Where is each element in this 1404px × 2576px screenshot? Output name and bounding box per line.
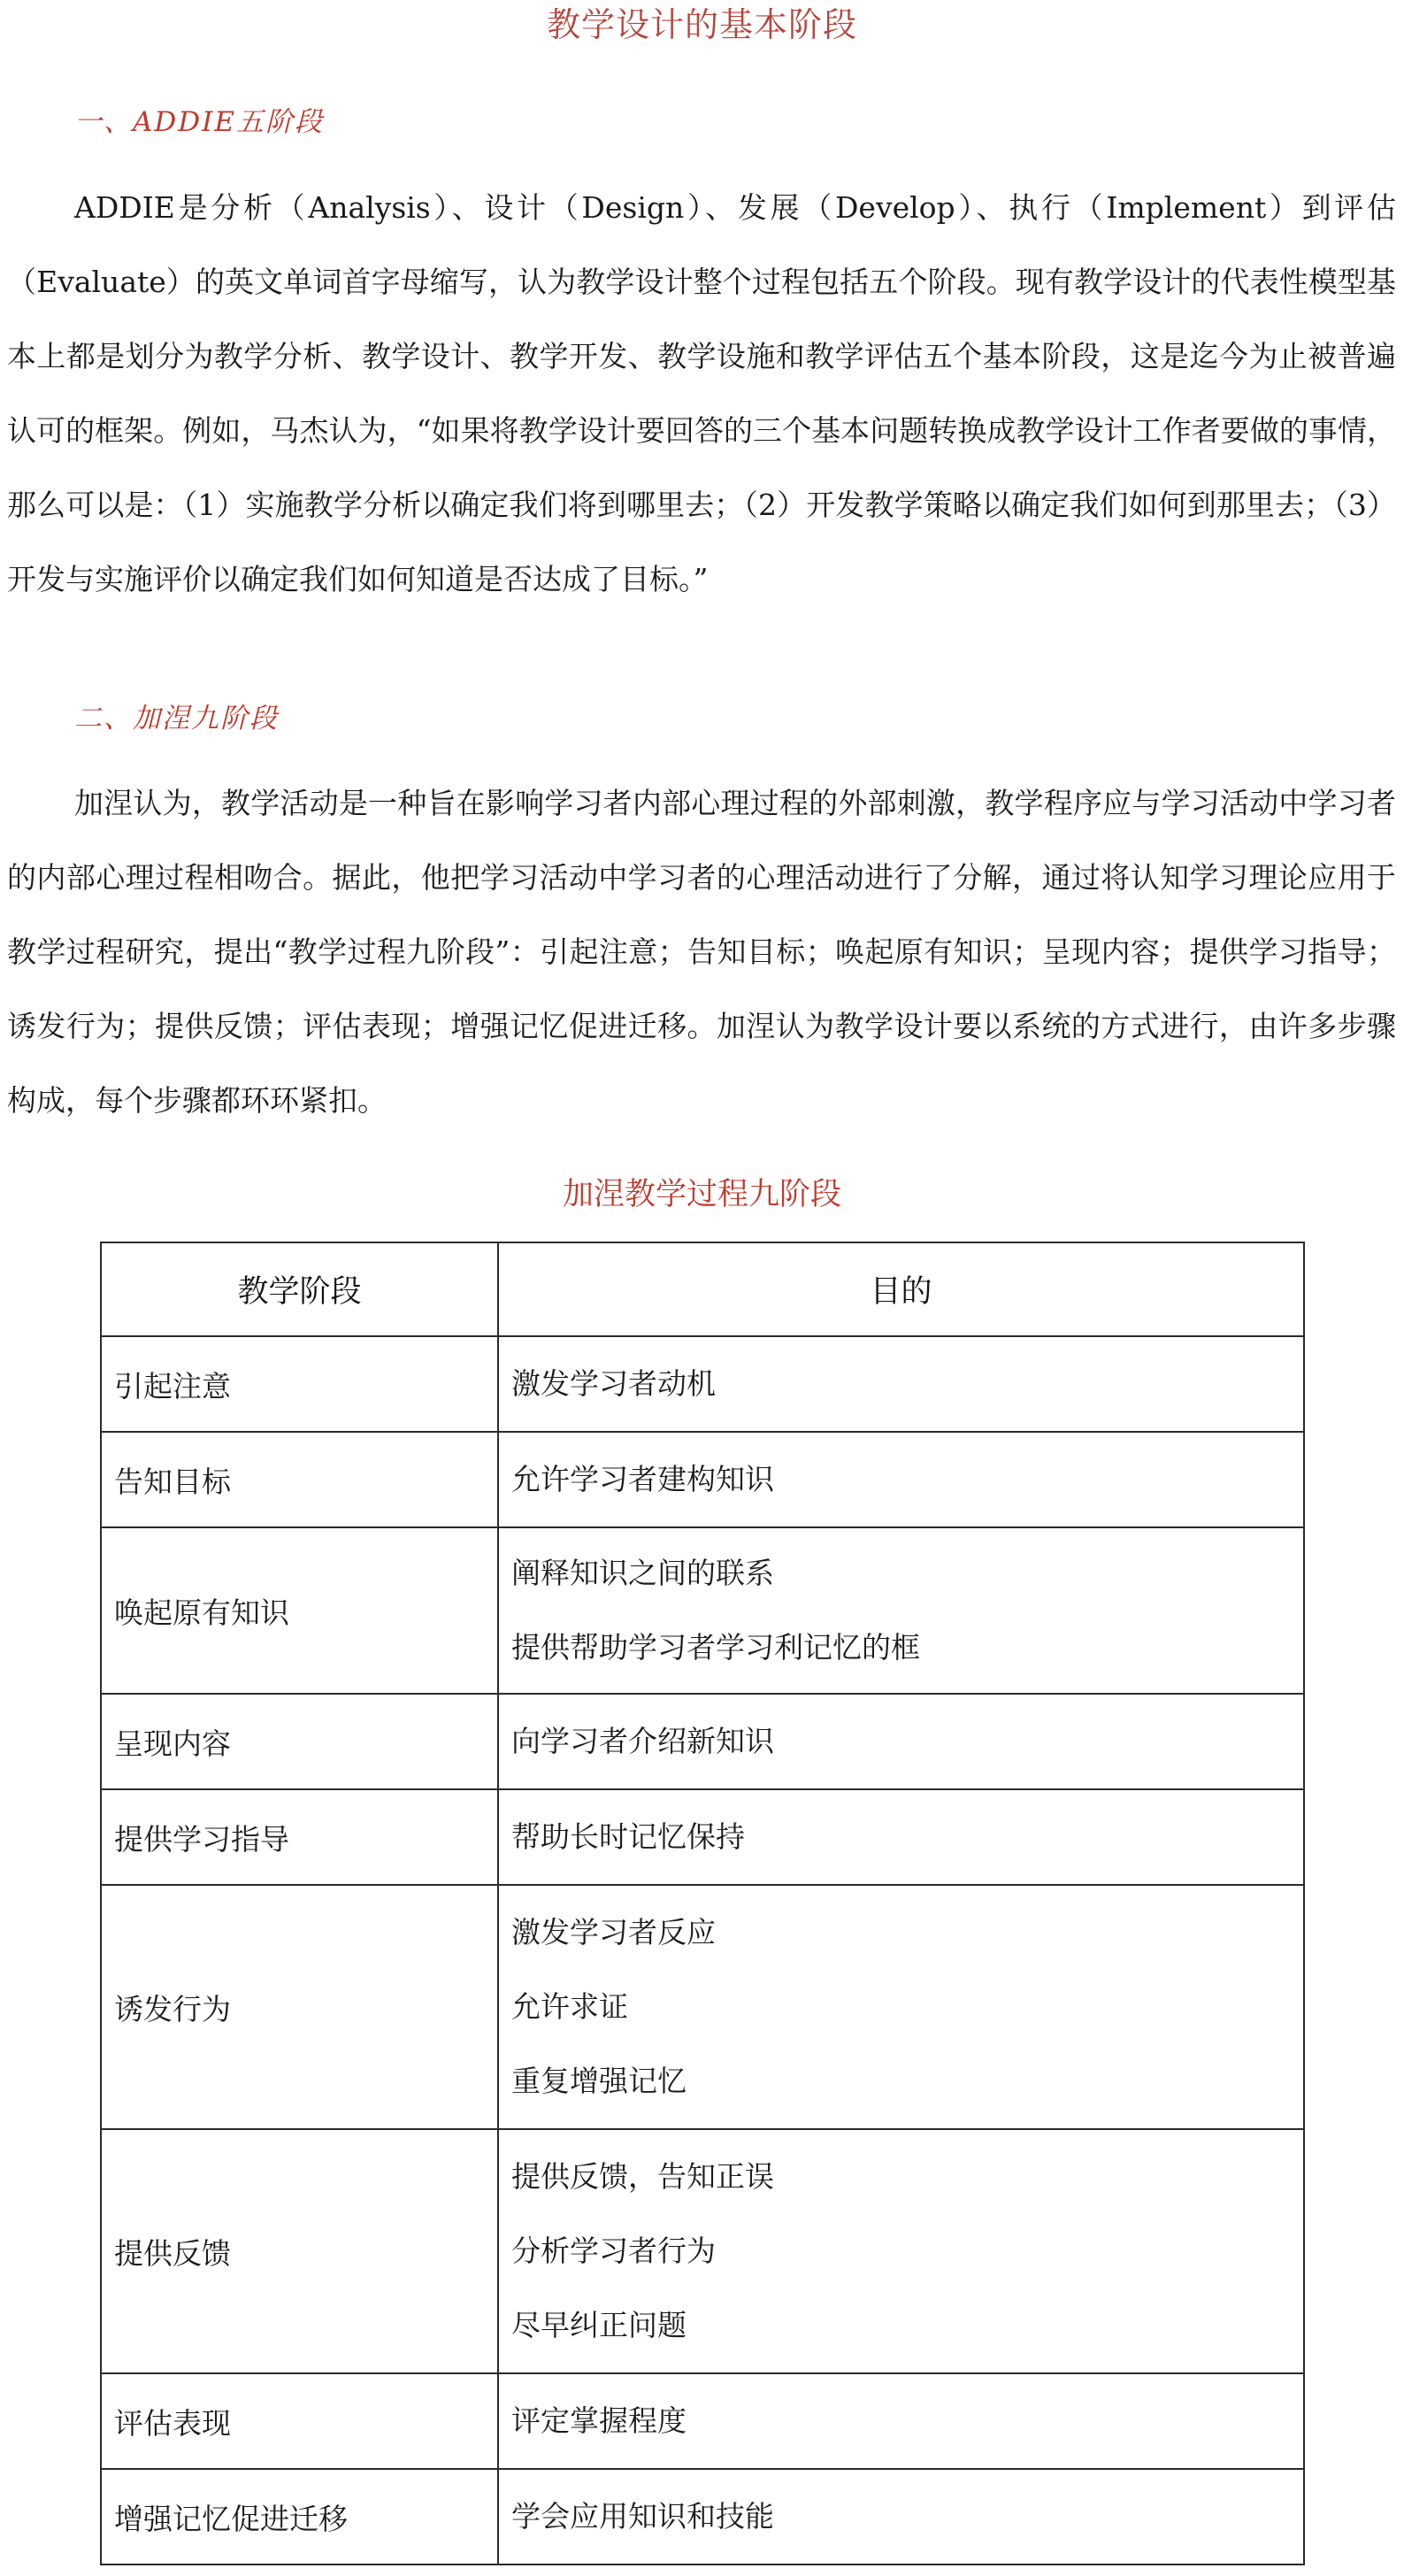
document-title: 教学设计的基本阶段 xyxy=(546,5,857,44)
purpose-line: 阐释知识之间的联系 xyxy=(511,1556,774,1590)
stage-cell: 唤起原有知识 xyxy=(101,1527,498,1694)
purpose-cell xyxy=(498,2373,1304,2469)
table-row xyxy=(101,1527,1304,1694)
purpose-line: 激发学习者反应 xyxy=(511,1915,716,1949)
table-body xyxy=(101,1336,1304,2564)
purpose-line: 允许学习者建构知识 xyxy=(511,1462,774,1496)
purpose-line: 分析学习者行为 xyxy=(511,2234,716,2268)
purpose-line: 向学习者介绍新知识 xyxy=(511,1724,774,1758)
paragraph-addie: ADDIE是分析（Analysis）、设计（Design）、发展（Develop）、执行（Implement）到评估（Evaluate）的英文单词首字母缩写，认为教学设计整个过程包括五个阶段。现有教学设计的代表性模型基本上都是划分为教学分析、教学设计、教学开发、教学设施和教学评估五个基本阶段，这是迄今为止被普遍认可的框架。例如，马杰认为，“如果将教学设计要回答的三个基本问题转换成教学设计工作者要做的事情，那么可以是：（1）实施教学分析以确定我们将到哪里去；（2）开发教学策略以确定我们如何到那里去；（3）开发与实施评价以确定我们如何知道是否达成了目标。” xyxy=(7,190,1396,596)
stage-cell: 增强记忆促进迁移 xyxy=(101,2469,498,2564)
gagne-stages-table xyxy=(100,1242,1305,2565)
purpose-line: 激发学习者动机 xyxy=(511,1366,716,1401)
section-heading-gagne: 二、加涅九阶段 xyxy=(74,703,279,734)
purpose-cell xyxy=(498,1336,1304,1432)
purpose-line: 提供帮助学习者学习利记忆的框 xyxy=(511,1630,920,1665)
purpose-line: 提供反馈，告知正误 xyxy=(511,2159,774,2194)
purpose-line: 学会应用知识和技能 xyxy=(511,2499,774,2534)
table-row xyxy=(101,1336,1304,1432)
purpose-line: 帮助长时记忆保持 xyxy=(511,1819,745,1854)
purpose-line: 尽早纠正问题 xyxy=(511,2308,687,2342)
table-row xyxy=(101,1694,1304,1789)
stage-cell: 诱发行为 xyxy=(101,1885,498,2129)
table-row xyxy=(101,1789,1304,1885)
column-header-stage: 教学阶段 xyxy=(101,1242,498,1336)
purpose-cell xyxy=(498,1432,1304,1527)
table-row xyxy=(101,2373,1304,2469)
purpose-cell xyxy=(498,1885,1304,2129)
stage-cell: 提供反馈 xyxy=(101,2129,498,2373)
purpose-cell xyxy=(498,1527,1304,1694)
table-row xyxy=(101,2469,1304,2564)
purpose-cell xyxy=(498,2469,1304,2564)
purpose-line: 允许求证 xyxy=(511,1989,628,2024)
section-heading-addie: 一、ADDIE五阶段 xyxy=(74,106,324,138)
stage-cell: 告知目标 xyxy=(101,1432,498,1527)
purpose-cell xyxy=(498,1789,1304,1885)
purpose-cell xyxy=(498,1694,1304,1789)
purpose-cell xyxy=(498,2129,1304,2373)
table-row xyxy=(101,1885,1304,2129)
stage-cell: 提供学习指导 xyxy=(101,1789,498,1885)
purpose-line: 重复增强记忆 xyxy=(511,2064,687,2098)
stage-cell: 引起注意 xyxy=(101,1336,498,1432)
paragraph-gagne: 加涅认为，教学活动是一种旨在影响学习者内部心理过程的外部刺激，教学程序应与学习活动中学习者的内部心理过程相吻合。据此，他把学习活动中学习者的心理活动进行了分解，通过将认知学习理论应用于教学过程研究，提出“教学过程九阶段”：引起注意；告知目标；唤起原有知识；呈现内容；提供学习指导；诱发行为；提供反馈；评估表现；增强记忆促进迁移。加涅认为教学设计要以系统的方式进行，由许多步骤构成，每个步骤都环环紧扣。 xyxy=(7,786,1396,1118)
table-title: 加涅教学过程九阶段 xyxy=(562,1177,841,1212)
table-header-row xyxy=(101,1242,1304,1336)
column-header-purpose: 目的 xyxy=(498,1242,1304,1336)
stage-cell: 呈现内容 xyxy=(101,1694,498,1789)
stage-cell: 评估表现 xyxy=(101,2373,498,2469)
purpose-line: 评定掌握程度 xyxy=(511,2403,687,2438)
table-row xyxy=(101,2129,1304,2373)
table-row xyxy=(101,1432,1304,1527)
